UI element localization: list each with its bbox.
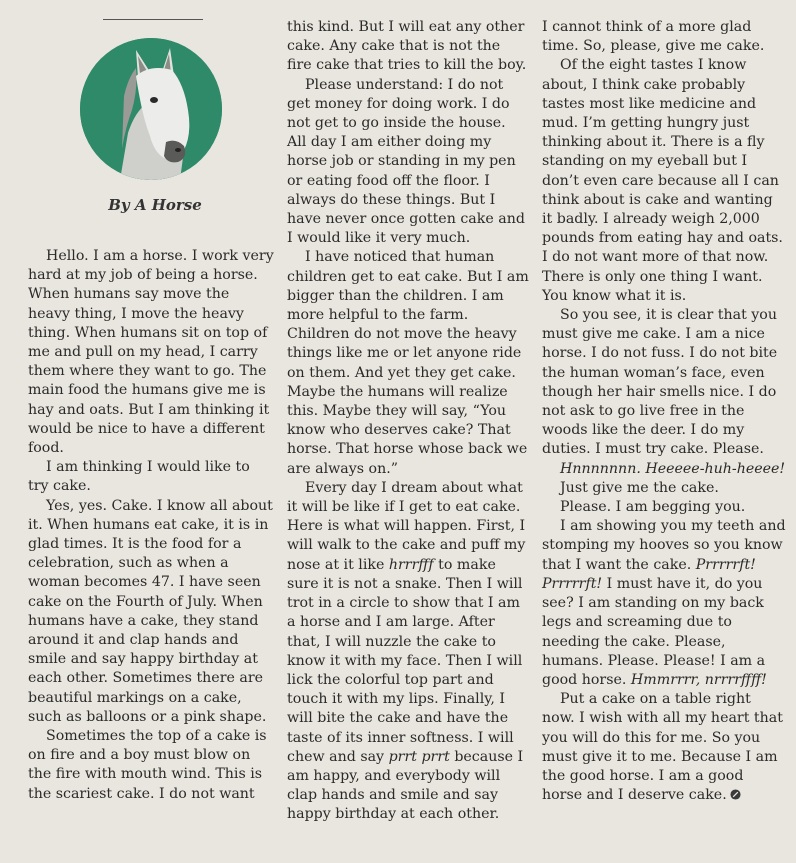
- top-rule: [103, 19, 203, 20]
- byline: By A Horse: [108, 196, 202, 214]
- sound-effect: hrrrfff: [388, 556, 434, 573]
- paragraph: I cannot think of a more glad time. So, please, give me cake.: [542, 19, 765, 55]
- paragraph: Please. I am begging you.: [560, 499, 746, 516]
- paragraph: I have noticed that human children get to eat cake. But I am bigger than the children. I am more helpful to the farm. Children do not move the heavy things like me or let anyone ride on them. And yet they get cake. Maybe the humans will realize this. Maybe they will say, “You know who deserves cake? That horse. That horse whose back we are always on.”: [287, 249, 529, 477]
- sound-effect: Prrrrrft! Prrrrrft!: [542, 556, 756, 592]
- text-run: Put a cake on a table right now. I wish with all my heart that you will do this for me. So you must give it to me. Because I am the good horse. I am a good horse and I deserve cake.: [542, 691, 783, 804]
- paragraph: [287, 479, 529, 825]
- text-run: Every day I dream about what it will be like if I get to eat cake. Here is what will happen. First, I will walk to the cake and puff my nose at it like: [287, 479, 526, 573]
- paragraph: this kind. But I will eat any other cake. Any cake that is not the fire cake that tries to kill the boy.: [287, 19, 527, 74]
- paragraph: Sometimes the top of a cake is on fire and a boy must blow on the fire with mouth wind. This is the scariest cake. I do not want: [28, 728, 267, 802]
- sound-effect: Hnnnnnnn. Heeeee-huh-heeee!: [560, 460, 786, 477]
- paragraph: Please understand: I do not get money for doing work. I do not get to go inside the house. All day I am either doing my horse job or standing in my pen or eating food off the floor. I always do these things. But I have never once gotten cake and I would like it very much.: [287, 76, 525, 247]
- paragraph: [542, 690, 786, 805]
- horse-head-icon: [80, 38, 222, 180]
- article-column-3: [542, 18, 786, 805]
- paragraph: So you see, it is clear that you must give me cake. I am a nice horse. I do not fuss. I do not bite the human woman’s face, even though her hair smells nice. I do not ask to go live free in the woods like the deer. I do my duties. I must try cake. Please.: [542, 307, 778, 458]
- horse-portrait-image: [80, 38, 222, 180]
- text-run: I am showing you my teeth and stomping my hooves so you know that I want the cake.: [542, 518, 786, 573]
- article-column-2: [287, 18, 529, 825]
- paragraph: Yes, yes. Cake. I know all about it. When humans eat cake, it is in glad times. It is the food for a celebration, such as when a woman becomes 47. I have seen cake on the Fourth of July. When humans have a cake, they stand around it and clap hands and smile and say happy birthday at each other. Sometimes there are beautiful markings on a cake, such as balloons or a pink shape.: [28, 497, 273, 725]
- article-column-1: [28, 247, 274, 804]
- text-run: because I am happy, and everybody will clap hands and smile and say happy birthday at each other.: [287, 748, 524, 823]
- paragraph: I am thinking I would like to try cake.: [28, 459, 250, 495]
- sound-effect: Hmmrrrr, nrrrrffff!: [630, 671, 767, 688]
- sound-effect: prrt prrt: [388, 748, 450, 765]
- paragraph: [542, 460, 786, 479]
- text-run: I must have it, do you see? I am standing on my back legs and screaming due to needing the cake. Please, humans. Please. Please! I am a good horse.: [542, 575, 766, 688]
- paragraph: Just give me the cake.: [560, 479, 719, 496]
- end-of-article-icon: [730, 789, 741, 800]
- text-run: to make sure it is not a snake. Then I will trot in a circle to show that I am a horse and I am large. After that, I will nuzzle the cake to know it with my face. Then I will lick the colorful top part and touch it with my lips. Finally, I will bite the cake and have the taste of its inner softness. I will chew and say: [287, 556, 523, 765]
- paragraph: Hello. I am a horse. I work very hard at my job of being a horse. When humans say move the heavy thing, I move the heavy thing. When humans sit on top of me and pull on my head, I carry them where they want to go. The main food the humans give me is hay and oats. But I am thinking it would be nice to have a different food.: [28, 248, 274, 457]
- paragraph: Of the eight tastes I know about, I think cake probably tastes most like medicine and mud. I’m getting hungry just thinking about it. There is a fly standing on my eyeball but I don’t even care because all I can think about is cake and wanting it badly. I already weigh 2,000 pounds from eating hay and oats. I do not want more of that now. There is only one thing I want. You know what it is.: [542, 57, 783, 304]
- paragraph: [542, 517, 786, 690]
